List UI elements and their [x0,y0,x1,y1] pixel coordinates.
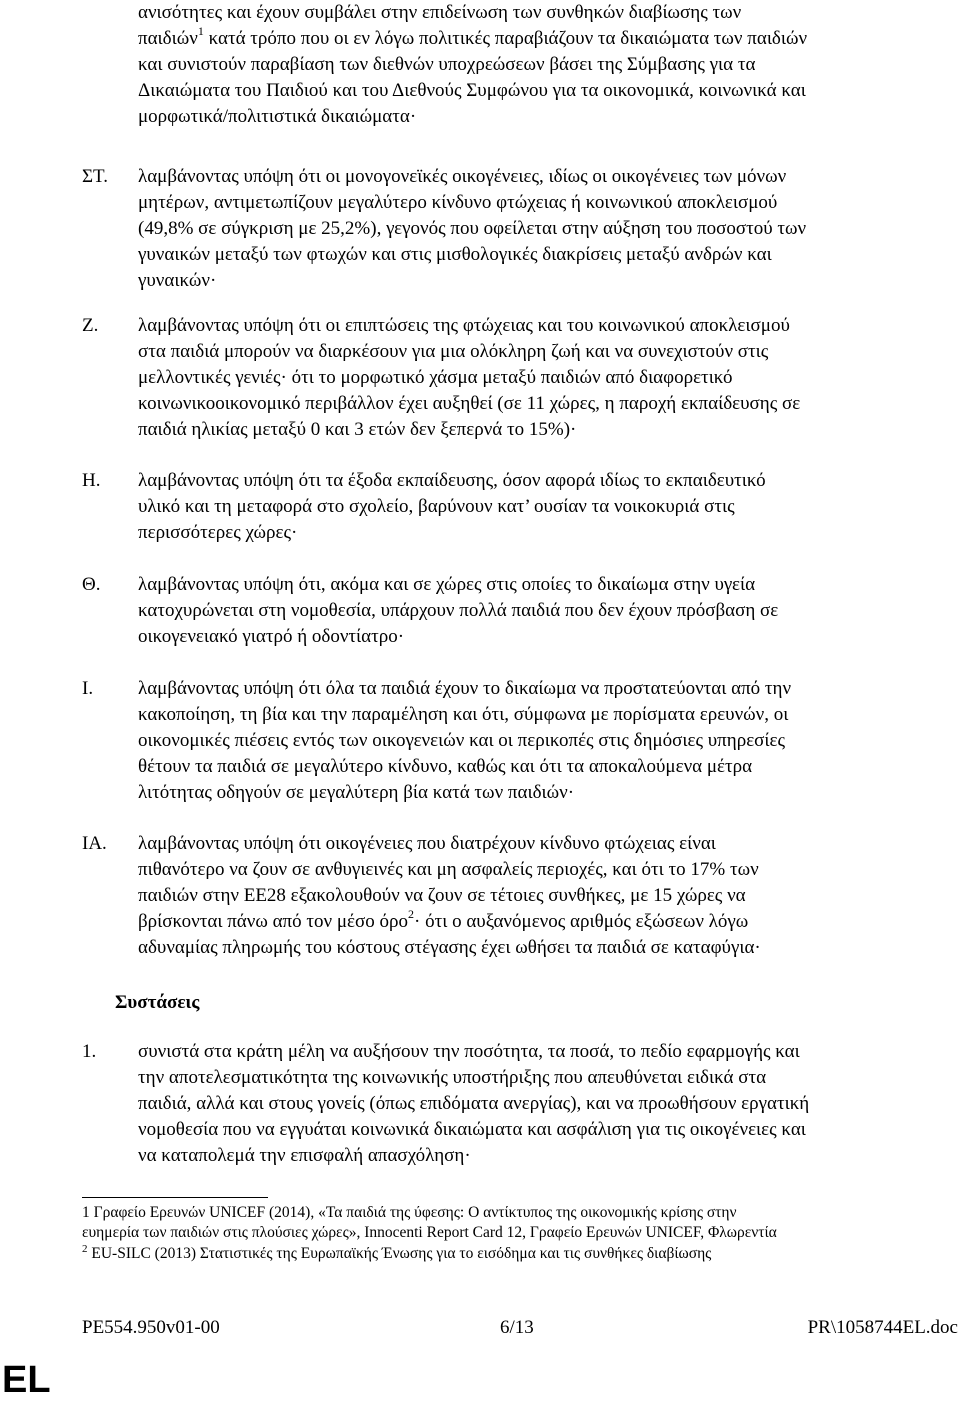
recital-line: λιτότητας οδηγούν σε μεγαλύτερη βία κατά των παιδιών· [138,782,575,803]
intro-paragraph [138,0,938,130]
intro-line: και συνιστούν παραβίαση των διεθνών υποχρεώσεων βάσει της Σύμβασης για τα [138,54,756,75]
recommendation-line: να καταπολεμά την επισφαλή απασχόληση· [138,1145,471,1166]
recommendation-line: την αποτελεσματικότητα της κοινωνικής υποστήριξης που απευθύνεται ειδικά στα [138,1067,767,1088]
recital-line: γυναικών μεταξύ των φτωχών και στις μισθολογικές διακρίσεις μεταξύ ανδρών και [138,244,772,265]
recital-paragraph [138,676,938,806]
intro-line: παιδιών$^1$ κατά τρόπο που οι εν λόγω πολιτικές παραβιάζουν τα δικαιώματα των παιδιών [138,23,808,49]
intro-line: ανισότητες και έχουν συμβάλει στην επιδείνωση των συνθηκών διαβίωσης των [138,2,742,23]
recital-line: στα παιδιά μπορούν να διαρκέσουν για μια ολόκληρη ζωή και να συνεχιστούν στις [138,341,769,362]
footnote-2 [82,1244,957,1264]
footnote-text: EU-SILC (2013) Στατιστικές της Ευρωπαϊκής Ένωσης για το εισόδημα και τις συνθήκες διαβίωσης [87,1245,712,1262]
language-code: EL [2,1359,51,1401]
recital-line: αδυναμίας πληρωμής του κόστους στέγασης έχει ωθήσει τα παιδιά σε καταφύγια· [138,937,761,958]
footnote-ref-2[interactable]: 2 [408,906,415,921]
recital-line: βρίσκονται πάνω από τον μέσο όρο$^2$· ότι ο αυξανόμενος αριθμός εξώσεων λόγω [138,906,749,932]
recital-paragraph [138,831,938,961]
recital-line: (49,8% σε σύγκριση με 25,2%), γεγονός που οφείλεται στην αύξηση του ποσοστού των [138,218,807,239]
recital-paragraph [138,313,938,443]
recital-paragraph [138,164,938,294]
footnote-line: 1 Γραφείο Ερευνών UNICEF (2014), «Τα παιδιά της ύφεσης: Ο αντίκτυπος της οικονομικής κρίσης στην [82,1204,737,1221]
recital-line: γυναικών· [138,270,217,291]
recital-mark: ΙΑ. [82,833,107,854]
footnote-number: 2 [82,1242,88,1255]
footer-document-id: PR\1058744EL.doc [807,1317,958,1338]
recital-line: λαμβάνοντας υπόψη ότι οι μονογονεϊκές οικογένειες, ιδίως οι οικογένειες των μόνων [138,166,787,187]
recital-line: πιθανότερο να ζουν σε ανθυγιεινές και μη ασφαλείς περιοχές, και ότι το 17% των [138,859,759,880]
recital-line: λαμβάνοντας υπόψη ότι οικογένειες που διατρέχουν κίνδυνο φτώχειας είναι [138,833,716,854]
footnote-1 [82,1203,957,1243]
recital-line: παιδιών στην ΕΕ28 εξακολουθούν να ζουν σε τέτοιες συνθήκες, με 15 χώρες να [138,885,746,906]
recital-line: υλικό και τη μεταφορά στο σχολείο, βαρύνουν κατ’ ουσίαν τα νοικοκυριά στις [138,496,735,517]
footer-page-number: 6/13 [500,1317,534,1338]
recommendation-line: συνιστά στα κράτη μέλη να αυξήσουν την ποσότητα, τα ποσά, το πεδίο εφαρμογής και [138,1041,800,1062]
recital-line: λαμβάνοντας υπόψη ότι όλα τα παιδιά έχουν το δικαίωμα να προστατεύονται από την [138,678,792,699]
recital-line: οικονομικές πιέσεις εντός των οικογενειών και οι περικοπές στις δημόσιες υπηρεσίες [138,730,786,751]
recital-line: οικογενειακό γιατρό ή οδοντίατρο· [138,626,405,647]
recital-line: λαμβάνοντας υπόψη ότι, ακόμα και σε χώρες στις οποίες το δικαίωμα στην υγεία [138,574,756,595]
recital-mark: Θ. [82,574,101,595]
recital-line: μελλοντικές γενιές· ότι το μορφωτικό χάσμα μεταξύ παιδιών από διαφορετικό [138,367,733,388]
recital-mark: Ζ. [82,315,99,336]
recital-line: θέτουν τα παιδιά σε μεγαλύτερο κίνδυνο, καθώς και ότι τα αποκαλούμενα μέτρα [138,756,753,777]
recommendation-mark: 1. [82,1041,97,1062]
footer-reference: PE554.950v01-00 [82,1317,220,1338]
recital-mark: Ι. [82,678,94,699]
footnote-ref-1[interactable]: 1 [197,23,204,38]
recital-line: λαμβάνοντας υπόψη ότι οι επιπτώσεις της φτώχειας και του κοινωνικού αποκλεισμού [138,315,790,336]
recital-line: λαμβάνοντας υπόψη ότι τα έξοδα εκπαίδευσης, όσον αφορά ιδίως το εκπαιδευτικό [138,470,766,491]
footnote-line: ευημερία των παιδιών στις πλούσιες χώρες», Innocenti Report Card 12, Γραφείο Ερευνών UNICEF, Φλωρεντία [82,1224,777,1241]
recital-paragraph [138,468,938,546]
recommendation-line: παιδιά, αλλά και στους γονείς (όπως επιδόματα ανεργίας), και να προωθήσουν εργατική [138,1093,810,1114]
recital-mark: Η. [82,470,101,491]
footnote-separator [82,1197,268,1198]
recommendation-paragraph [138,1039,938,1169]
recital-line: κακοποίηση, τη βία και την παραμέληση και ότι, σύμφωνα με πορίσματα ερευνών, οι [138,704,789,725]
recital-line: παιδιά ηλικίας μεταξύ 0 και 3 ετών δεν ξεπερνά το 15%)· [138,419,577,440]
recital-line: περισσότερες χώρες· [138,522,298,543]
recital-mark: ΣΤ. [82,166,109,187]
recital-line: μητέρων, αντιμετωπίζουν μεγαλύτερο κίνδυνο φτώχειας ή κοινωνικού αποκλεισμού [138,192,778,213]
recommendation-line: νομοθεσία που να εγγυάται κοινωνικά δικαιώματα και ασφάλιση για τις οικογένειες και [138,1119,806,1140]
recital-line: κοινωνικοοικονομικό περιβάλλον έχει αυξηθεί (σε 11 χώρες, η παροχή εκπαίδευσης σε [138,393,801,414]
section-heading: Συστάσεις [115,992,200,1013]
recital-line: κατοχυρώνεται στη νομοθεσία, υπάρχουν πολλά παιδιά που δεν έχουν πρόσβαση σε [138,600,779,621]
intro-line: μορφωτικά/πολιτιστικά δικαιώματα· [138,106,417,127]
recital-paragraph [138,572,938,650]
intro-line: Δικαιώματα του Παιδιού και του Διεθνούς Συμφώνου για τα οικονομικά, κοινωνικά και [138,80,806,101]
